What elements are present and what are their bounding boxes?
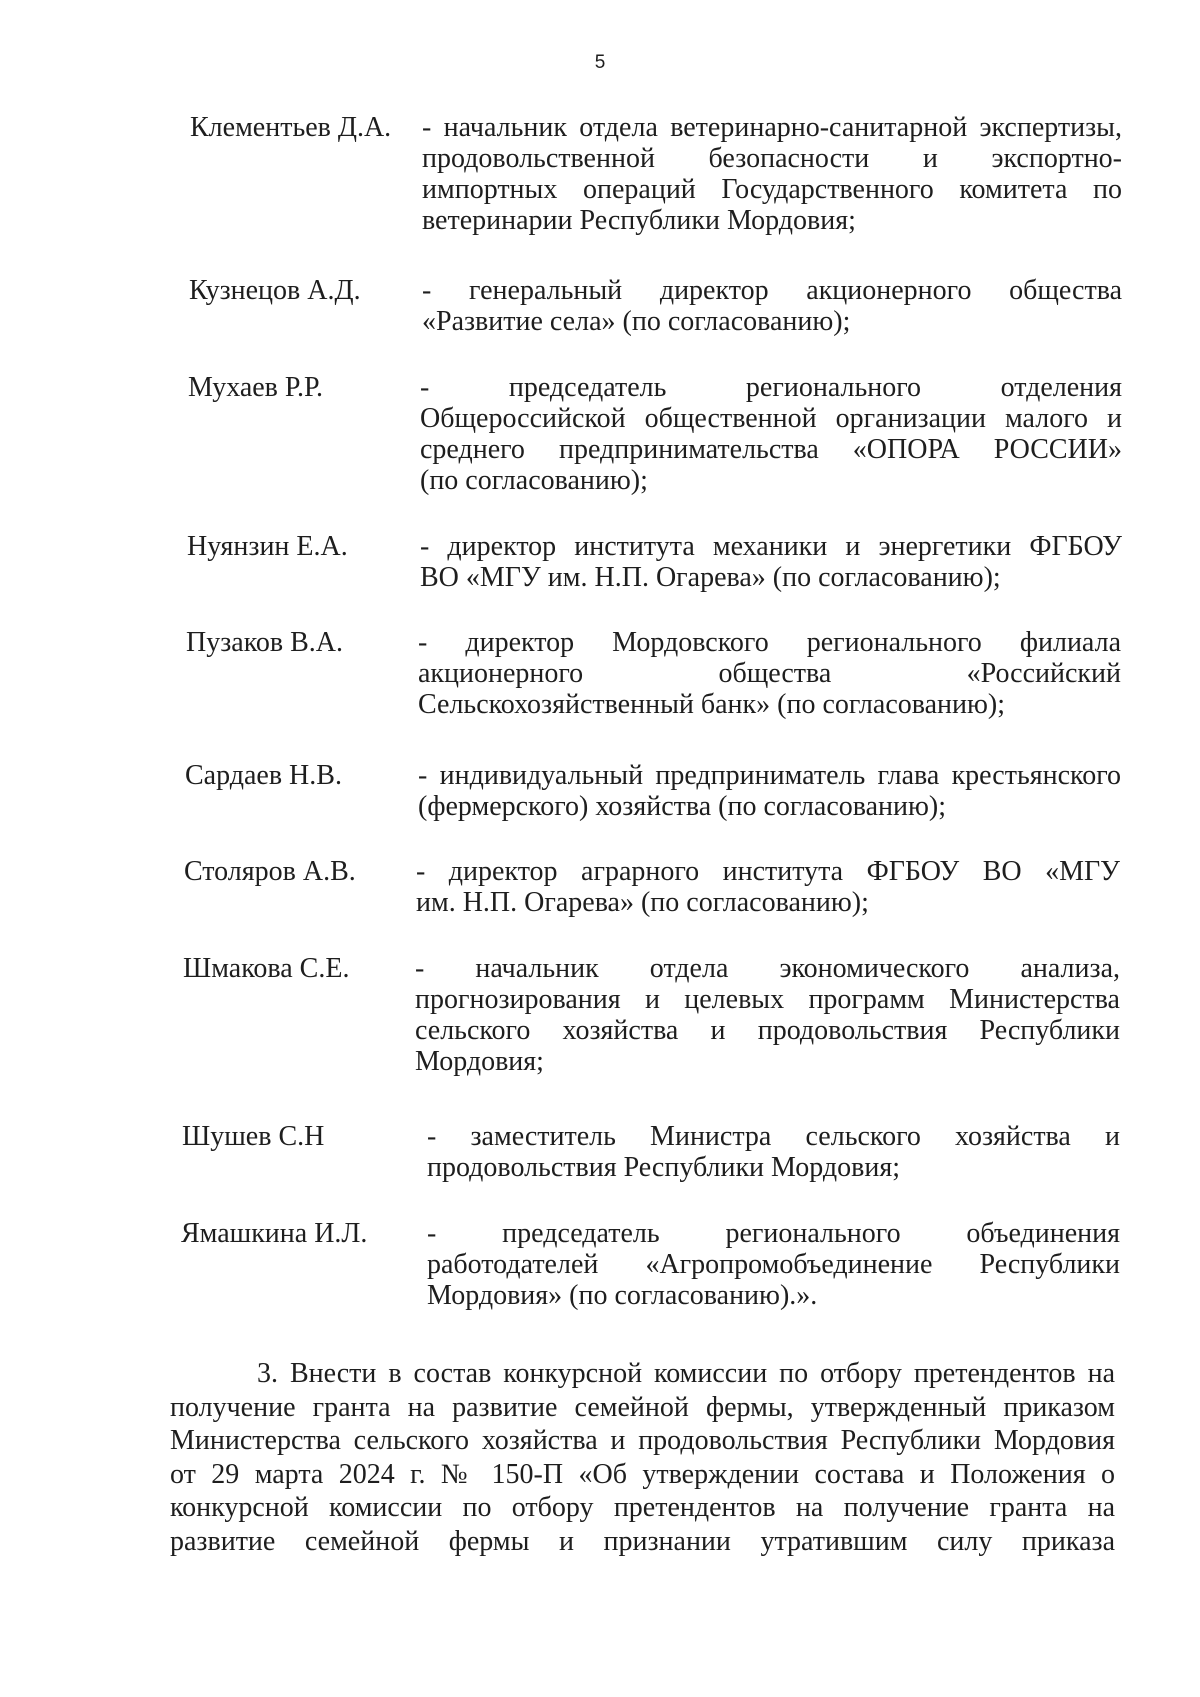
page-number: 5 — [594, 52, 606, 73]
member-description-line: работодателей «Агропромобъединение Республики — [427, 1249, 1120, 1280]
member-description-line: - директор института механики и энергетики ФГБОУ — [420, 531, 1122, 562]
member-description-line: прогнозирования и целевых программ Министерства — [415, 984, 1120, 1015]
member-description-line: им. Н.П. Огарева» (по согласованию); — [416, 887, 869, 918]
member-description-line: Сельскохозяйственный банк» (по согласованию); — [418, 689, 1006, 720]
member-description-line: - директор аграрного института ФГБОУ ВО «МГУ — [416, 856, 1120, 887]
paragraph-line: развитие семейной фермы и признании утратившим силу приказа — [170, 1525, 1115, 1557]
member-description — [422, 275, 1122, 337]
member-name: Шушев С.Н — [182, 1121, 325, 1152]
member-name: Пузаков В.А. — [186, 627, 344, 658]
member-name: Сардаев Н.В. — [185, 760, 342, 791]
member-description-line: «Развитие села» (по согласованию); — [422, 306, 851, 337]
member-description-line: ветеринарии Республики Мордовия; — [422, 205, 856, 236]
member-name: Нуянзин Е.А. — [187, 531, 348, 562]
member-description-line: (по согласованию); — [420, 465, 648, 496]
member-description — [420, 531, 1122, 593]
member-description — [418, 760, 1121, 822]
member-description-line: продовольственной безопасности и экспортно- — [422, 143, 1122, 174]
member-description-line: продовольствия Республики Мордовия; — [427, 1152, 900, 1183]
member-description — [420, 372, 1122, 496]
member-name: Столяров А.В. — [184, 856, 356, 887]
member-description — [427, 1121, 1120, 1183]
member-name: Клементьев Д.А. — [190, 112, 392, 143]
member-description-line: акционерного общества «Российский — [418, 658, 1121, 689]
member-description-line: - директор Мордовского регионального филиала — [418, 627, 1121, 658]
member-description — [415, 953, 1120, 1077]
member-description-line: - председатель регионального отделения — [420, 372, 1122, 403]
member-description-line: - начальник отдела ветеринарно-санитарной экспертизы, — [422, 112, 1122, 143]
member-description-line: - председатель регионального объединения — [427, 1218, 1120, 1249]
member-description-line: - начальник отдела экономического анализа, — [415, 953, 1120, 984]
member-description — [422, 112, 1122, 236]
member-description-line: - заместитель Министра сельского хозяйства и — [427, 1121, 1120, 1152]
member-description — [418, 627, 1121, 720]
member-description-line: среднего предпринимательства «ОПОРА РОССИИ» — [420, 434, 1122, 465]
member-description — [416, 856, 1120, 918]
paragraph-line: от 29 марта 2024 г. № 150-П «Об утверждении состава и Положения о — [170, 1458, 1115, 1490]
member-description-line: сельского хозяйства и продовольствия Республики — [415, 1015, 1120, 1046]
member-description-line: ВО «МГУ им. Н.П. Огарева» (по согласованию); — [420, 562, 1001, 593]
member-name: Мухаев Р.Р. — [188, 372, 324, 403]
paragraph-line: 3. Внести в состав конкурсной комиссии по отбору претендентов на — [257, 1358, 1115, 1389]
member-description-line: импортных операций Государственного комитета по — [422, 174, 1122, 205]
member-description-line: - генеральный директор акционерного общества — [422, 275, 1122, 306]
paragraph-line: конкурсной комиссии по отбору претендентов на получение гранта на — [170, 1492, 1115, 1523]
paragraph-line: получение гранта на развитие семейной фермы, утвержденный приказом — [170, 1391, 1115, 1423]
member-description-line: Мордовия» (по согласованию).». — [427, 1280, 818, 1311]
member-description-line: Общероссийской общественной организации малого и — [420, 403, 1122, 434]
member-name: Кузнецов А.Д. — [189, 275, 361, 306]
paragraph-3 — [170, 1357, 1115, 1558]
member-description-line: - индивидуальный предприниматель глава крестьянского — [418, 760, 1121, 791]
member-description-line: Мордовия; — [415, 1046, 544, 1077]
member-description-line: (фермерского) хозяйства (по согласованию); — [418, 791, 947, 822]
paragraph-line: Министерства сельского хозяйства и продовольствия Республики Мордовия — [170, 1425, 1115, 1456]
member-name: Шмакова С.Е. — [183, 953, 350, 984]
member-description — [427, 1218, 1120, 1311]
member-name: Ямашкина И.Л. — [181, 1218, 368, 1249]
